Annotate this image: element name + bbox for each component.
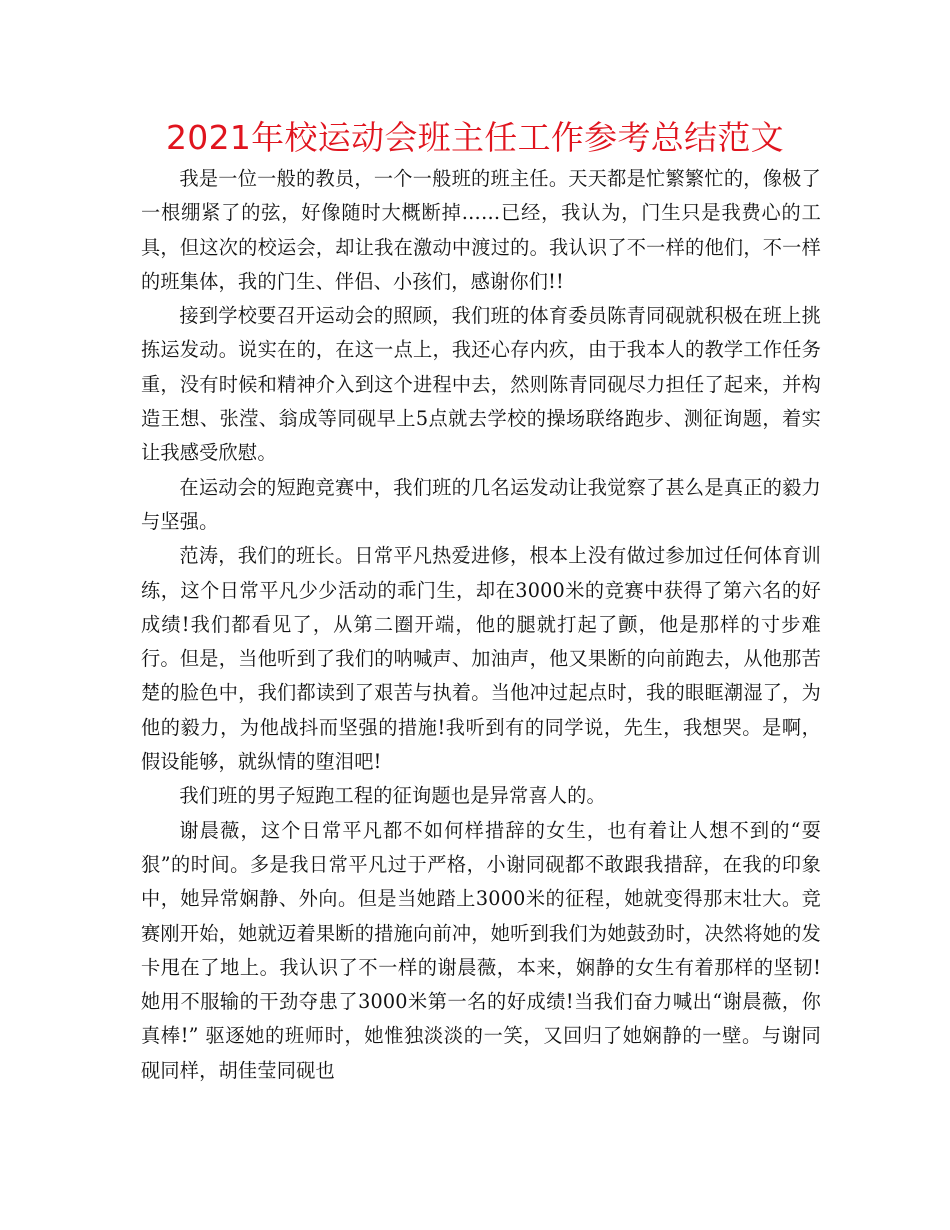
paragraph-2: 接到学校要召开运动会的照顾，我们班的体育委员陈青同砚就积极在班上挑拣运发动。说实在的，在这一点上，我还心存内疚，由于我本人的教学工作任务重，没有时候和精神介入到这个进程中去，然则陈青同砚尽力担任了起来，并构造王想、张滢、翁成等同砚早上5点就去学校的操场联络跑步、测征询题，着实让我感受欣慰。 xyxy=(141,304,821,465)
paragraph-3: 在运动会的短跑竞赛中，我们班的几名运发动让我觉察了甚么是真正的毅力与坚强。 xyxy=(141,475,821,533)
paragraph-6: 谢晨薇，这个日常平凡都不如何样措辞的女生，也有着让人想不到的“耍狠”的时间。多是我日常平凡过于严格，小谢同砚都不敢跟我措辞，在我的印象中，她异常娴静、外向。但是当她踏上3000米的征程，她就变得那末壮大。竞赛刚开始，她就迈着果断的措施向前冲，她听到我们为她鼓劲时，决然将她的发卡甩在了地上。我认识了不一样的谢晨薇，本来，娴静的女生有着那样的坚韧!她用不服输的干劲夺患了3000米第一名的好成绩!当我们奋力喊出“谢晨薇，你真棒!” 驱逐她的班师时，她惟独淡淡的一笑，又回归了她娴静的一壁。与谢同砚同样，胡佳莹同砚也 xyxy=(141,818,821,1082)
paragraph-5: 我们班的男子短跑工程的征询题也是异常喜人的。 xyxy=(179,784,606,808)
paragraph-1: 我是一位一般的教员，一个一般班的班主任。天天都是忙繁繁忙的，像极了一根绷紧了的弦，好像随时大概断掉……已经，我认为，门生只是我费心的工具，但这次的校运会，却让我在激动中渡过的。我认识了不一样的他们，不一样的班集体，我的门生、伴侣、小孩们，感谢你们!! xyxy=(141,167,821,293)
document-title: 2021年校运动会班主任工作参考总结范文 xyxy=(166,118,784,157)
paragraph-4: 范涛，我们的班长。日常平凡热爱进修，根本上没有做过参加过任何体育训练，这个日常平凡少少活动的乖门生，却在3000米的竞赛中获得了第六名的好成绩!我们都看见了，从第二圈开端，他的腿就打起了颤，他是那样的寸步难行。但是，当他听到了我们的呐喊声、加油声，他又果断的向前跑去，从他那苦楚的脸色中，我们都读到了艰苦与执着。当他冲过起点时，我的眼眶潮湿了，为他的毅力，为他战抖而坚强的措施!我听到有的同学说，先生，我想哭。是啊，假设能够，就纵情的堕泪吧! xyxy=(141,544,821,774)
document-body xyxy=(141,162,821,1088)
